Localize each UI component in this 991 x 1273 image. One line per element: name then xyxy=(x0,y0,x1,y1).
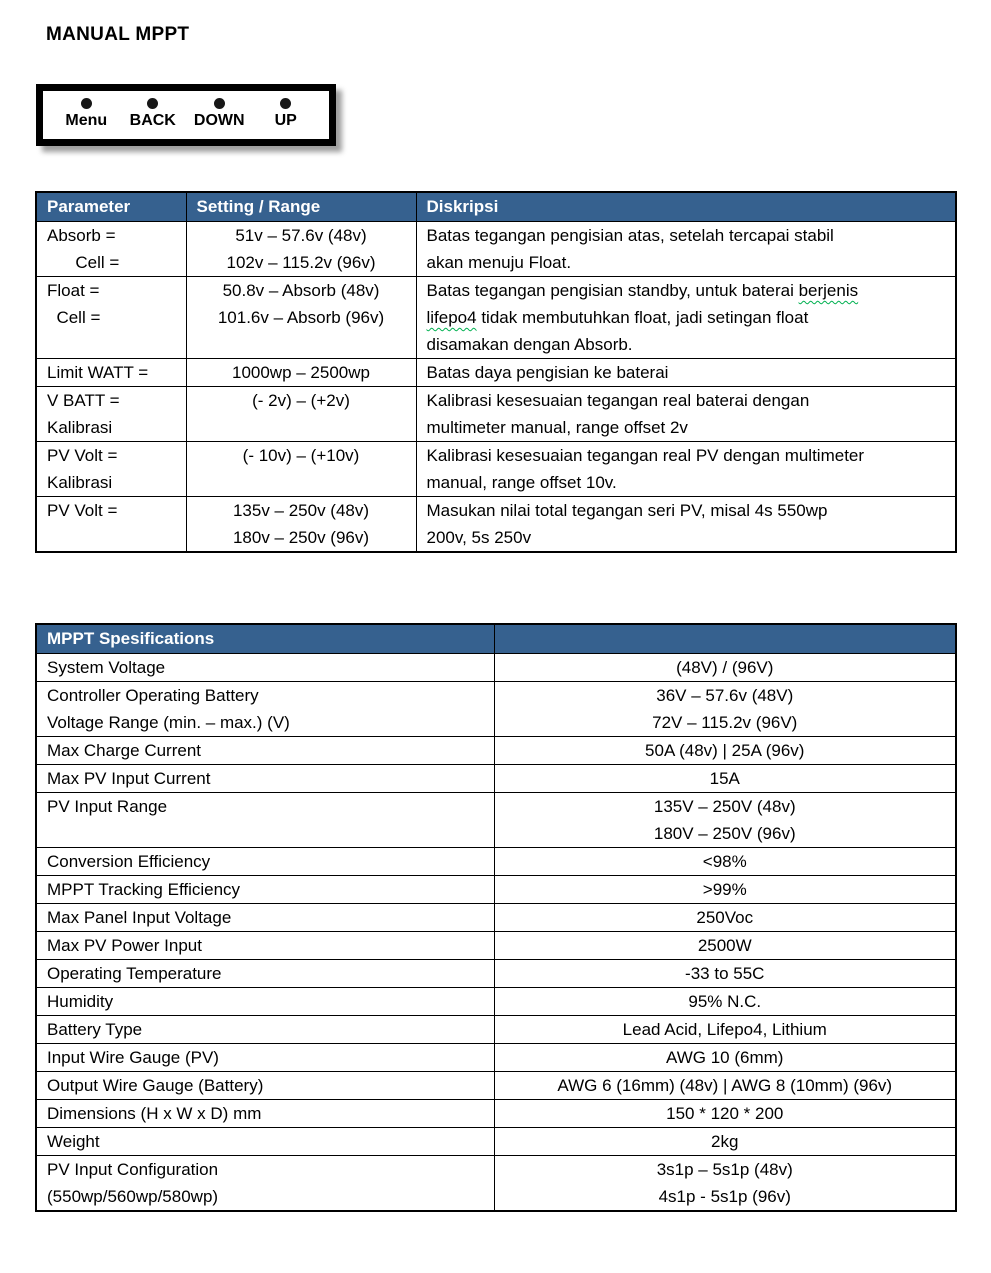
back-button xyxy=(120,98,187,139)
setting-range-cell xyxy=(186,222,416,277)
cell-line: 250Voc xyxy=(696,908,754,927)
cell-line: V BATT = xyxy=(47,391,120,410)
table-row xyxy=(36,876,956,904)
menu-button xyxy=(53,98,120,139)
table-row xyxy=(36,737,956,765)
cell-line: 15A xyxy=(709,769,740,788)
cell-line xyxy=(427,249,946,276)
cell-line xyxy=(427,497,946,524)
spec-table xyxy=(35,623,957,1212)
menu-button-dot-icon xyxy=(81,98,92,109)
cell-line: Cell = xyxy=(47,308,101,327)
description-cell xyxy=(416,359,956,387)
spec-label-cell xyxy=(36,932,494,960)
table-row xyxy=(36,765,956,793)
misspelled-word: berjenis xyxy=(798,281,859,300)
spec-label-cell xyxy=(36,682,494,737)
cell-line: Absorb = xyxy=(47,226,116,245)
cell-line: (- 10v) – (+10v) xyxy=(242,446,360,465)
table-row xyxy=(36,932,956,960)
spec-label-cell xyxy=(36,960,494,988)
cell-line: 135V – 250V (48v) xyxy=(653,797,796,816)
cell-line: 2500W xyxy=(697,936,752,955)
table-row xyxy=(36,277,956,359)
col-header-diskripsi: Diskripsi xyxy=(416,192,956,222)
cell-line: PV Volt = xyxy=(47,501,118,520)
text-segment: Kalibrasi kesesuaian tegangan real baterai dengan xyxy=(426,391,810,410)
table-row xyxy=(36,1128,956,1156)
cell-line: MPPT Tracking Efficiency xyxy=(47,880,241,899)
cell-line xyxy=(427,304,946,331)
spec-label-cell xyxy=(36,876,494,904)
cell-line: 102v – 115.2v (96v) xyxy=(226,253,376,272)
param-cell xyxy=(36,442,186,497)
spec-label-cell xyxy=(36,765,494,793)
cell-line: 2kg xyxy=(711,1132,739,1151)
cell-line xyxy=(427,387,946,414)
spec-label-cell xyxy=(36,904,494,932)
description-cell xyxy=(416,387,956,442)
spec-table-header-row xyxy=(36,624,956,654)
parameter-table xyxy=(35,191,957,553)
table-row xyxy=(36,497,956,553)
cell-line: (550wp/560wp/580wp) xyxy=(47,1187,219,1206)
misspelled-word: lifepo4 xyxy=(426,308,477,327)
cell-line: (48V) / (96V) xyxy=(676,658,774,677)
spec-label-cell xyxy=(36,1016,494,1044)
spec-label-cell xyxy=(36,1072,494,1100)
cell-line: 150 * 120 * 200 xyxy=(666,1104,784,1123)
spec-label-cell xyxy=(36,1044,494,1072)
cell-line: 180V – 250V (96v) xyxy=(653,824,796,843)
cell-line: Input Wire Gauge (PV) xyxy=(47,1048,219,1067)
cell-line xyxy=(427,414,946,441)
spec-label-cell xyxy=(36,1128,494,1156)
spec-value-cell xyxy=(494,1128,956,1156)
table-row xyxy=(36,387,956,442)
cell-line: Output Wire Gauge (Battery) xyxy=(47,1076,264,1095)
cell-line: Voltage Range (min. – max.) (V) xyxy=(47,713,290,732)
text-segment: Masukan nilai total tegangan seri PV, misal 4s 550wp xyxy=(426,501,828,520)
spec-value-cell xyxy=(494,682,956,737)
cell-line: 72V – 115.2v (96V) xyxy=(652,713,798,732)
cell-line: Conversion Efficiency xyxy=(47,852,211,871)
spec-value-cell xyxy=(494,1016,956,1044)
cell-line: System Voltage xyxy=(47,658,166,677)
text-segment: akan menuju Float. xyxy=(426,253,572,272)
table-row xyxy=(36,988,956,1016)
cell-line: Dimensions (H x W x D) mm xyxy=(47,1104,262,1123)
cell-line: 50.8v – Absorb (48v) xyxy=(222,281,380,300)
cell-line: Lead Acid, Lifepo4, Lithium xyxy=(622,1020,827,1039)
up-button-dot-icon xyxy=(280,98,291,109)
table-row xyxy=(36,793,956,848)
spec-table-header-empty-cell xyxy=(494,624,956,654)
table-row xyxy=(36,1072,956,1100)
table-row xyxy=(36,848,956,876)
spec-value-cell xyxy=(494,654,956,682)
spec-label-cell xyxy=(36,1100,494,1128)
param-cell xyxy=(36,277,186,359)
text-segment: Batas tegangan pengisian atas, setelah tercapai stabil xyxy=(426,226,834,245)
cell-line xyxy=(427,331,946,358)
cell-line: (- 2v) – (+2v) xyxy=(252,391,350,410)
table-row xyxy=(36,359,956,387)
table-row xyxy=(36,442,956,497)
page-title: MANUAL MPPT xyxy=(46,24,190,45)
table-row xyxy=(36,960,956,988)
setting-range-cell xyxy=(186,497,416,553)
text-segment: Batas daya pengisian ke baterai xyxy=(426,363,669,382)
cell-line xyxy=(427,359,946,386)
spec-label-cell xyxy=(36,1156,494,1212)
cell-line: PV Input Range xyxy=(47,797,168,816)
spec-value-cell xyxy=(494,1044,956,1072)
spec-value-cell xyxy=(494,765,956,793)
down-button xyxy=(186,98,253,139)
cell-line: Limit WATT = xyxy=(47,363,149,382)
spec-value-cell xyxy=(494,876,956,904)
cell-line: Operating Temperature xyxy=(47,964,222,983)
device-button-panel xyxy=(36,84,336,146)
table-row xyxy=(36,904,956,932)
cell-line: 3s1p – 5s1p (48v) xyxy=(656,1160,793,1179)
spec-value-cell xyxy=(494,793,956,848)
cell-line: 135v – 250v (48v) xyxy=(232,501,370,520)
back-button-label: BACK xyxy=(129,112,176,129)
cell-line xyxy=(427,222,946,249)
up-button xyxy=(253,98,320,139)
spec-label-cell xyxy=(36,848,494,876)
spec-value-cell xyxy=(494,960,956,988)
text-segment: tidak membutuhkan float, jadi setingan float xyxy=(476,308,809,327)
cell-line: Float = xyxy=(47,281,100,300)
col-header-parameter: Parameter xyxy=(36,192,186,222)
up-button-label: UP xyxy=(274,112,297,129)
cell-line: 51v – 57.6v (48v) xyxy=(235,226,367,245)
spec-label-cell xyxy=(36,654,494,682)
cell-line: Max Charge Current xyxy=(47,741,202,760)
description-cell xyxy=(416,442,956,497)
cell-line: 4s1p - 5s1p (96v) xyxy=(658,1187,791,1206)
cell-line: 95% N.C. xyxy=(688,992,762,1011)
setting-range-cell xyxy=(186,442,416,497)
spec-label-cell xyxy=(36,737,494,765)
cell-line: Weight xyxy=(47,1132,100,1151)
text-segment: Batas tegangan pengisian standby, untuk baterai xyxy=(426,281,799,300)
spec-value-cell xyxy=(494,1072,956,1100)
cell-line: 50A (48v) | 25A (96v) xyxy=(645,741,805,760)
text-segment: multimeter manual, range offset 2v xyxy=(426,418,688,437)
cell-line: Max PV Input Current xyxy=(47,769,211,788)
spec-value-cell xyxy=(494,904,956,932)
table-row xyxy=(36,1100,956,1128)
cell-line: AWG 6 (16mm) (48v) | AWG 8 (10mm) (96v) xyxy=(557,1076,893,1095)
setting-range-cell xyxy=(186,277,416,359)
parameter-table-header-row xyxy=(36,192,956,222)
spec-value-cell xyxy=(494,1100,956,1128)
cell-line: Controller Operating Battery xyxy=(47,686,259,705)
cell-line: Max Panel Input Voltage xyxy=(47,908,232,927)
col-header-setting-range: Setting / Range xyxy=(186,192,416,222)
spec-value-cell xyxy=(494,737,956,765)
setting-range-cell xyxy=(186,387,416,442)
setting-range-cell xyxy=(186,359,416,387)
cell-line: -33 to 55C xyxy=(685,964,765,983)
description-cell xyxy=(416,277,956,359)
cell-line xyxy=(427,524,946,551)
cell-line: Humidity xyxy=(47,992,114,1011)
text-segment: disamakan dengan Absorb. xyxy=(426,335,633,354)
table-row xyxy=(36,1044,956,1072)
cell-line: 36V – 57.6v (48V) xyxy=(656,686,794,705)
cell-line: 180v – 250v (96v) xyxy=(232,528,370,547)
param-cell xyxy=(36,497,186,553)
spec-label-cell xyxy=(36,988,494,1016)
cell-line: >99% xyxy=(702,880,747,899)
cell-line xyxy=(427,277,946,304)
param-cell xyxy=(36,222,186,277)
cell-line xyxy=(427,442,946,469)
param-cell xyxy=(36,359,186,387)
down-button-label: DOWN xyxy=(193,112,245,129)
text-segment: Kalibrasi kesesuaian tegangan real PV dengan multimeter xyxy=(426,446,865,465)
spec-table-title: MPPT Spesifications xyxy=(36,624,494,654)
spec-value-cell xyxy=(494,848,956,876)
cell-line: 101.6v – Absorb (96v) xyxy=(217,308,385,327)
param-cell xyxy=(36,387,186,442)
spec-value-cell xyxy=(494,932,956,960)
table-row xyxy=(36,222,956,277)
table-row xyxy=(36,654,956,682)
cell-line xyxy=(427,469,946,496)
text-segment: 200v, 5s 250v xyxy=(426,528,532,547)
cell-line: Cell = xyxy=(47,253,120,272)
spec-value-cell xyxy=(494,1156,956,1212)
cell-line: 1000wp – 2500wp xyxy=(231,363,370,382)
cell-line: Kalibrasi xyxy=(47,473,113,492)
cell-line: AWG 10 (6mm) xyxy=(666,1048,784,1067)
cell-line: <98% xyxy=(702,852,747,871)
text-segment: manual, range offset 10v. xyxy=(426,473,617,492)
cell-line: Max PV Power Input xyxy=(47,936,202,955)
down-button-dot-icon xyxy=(214,98,225,109)
description-cell xyxy=(416,497,956,553)
spec-label-cell xyxy=(36,793,494,848)
table-row xyxy=(36,682,956,737)
cell-line: Kalibrasi xyxy=(47,418,113,437)
cell-line: PV Input Configuration xyxy=(47,1160,219,1179)
table-row xyxy=(36,1156,956,1212)
spec-value-cell xyxy=(494,988,956,1016)
description-cell xyxy=(416,222,956,277)
cell-line: PV Volt = xyxy=(47,446,118,465)
back-button-dot-icon xyxy=(147,98,158,109)
cell-line: Battery Type xyxy=(47,1020,143,1039)
table-row xyxy=(36,1016,956,1044)
menu-button-label: Menu xyxy=(65,112,108,129)
